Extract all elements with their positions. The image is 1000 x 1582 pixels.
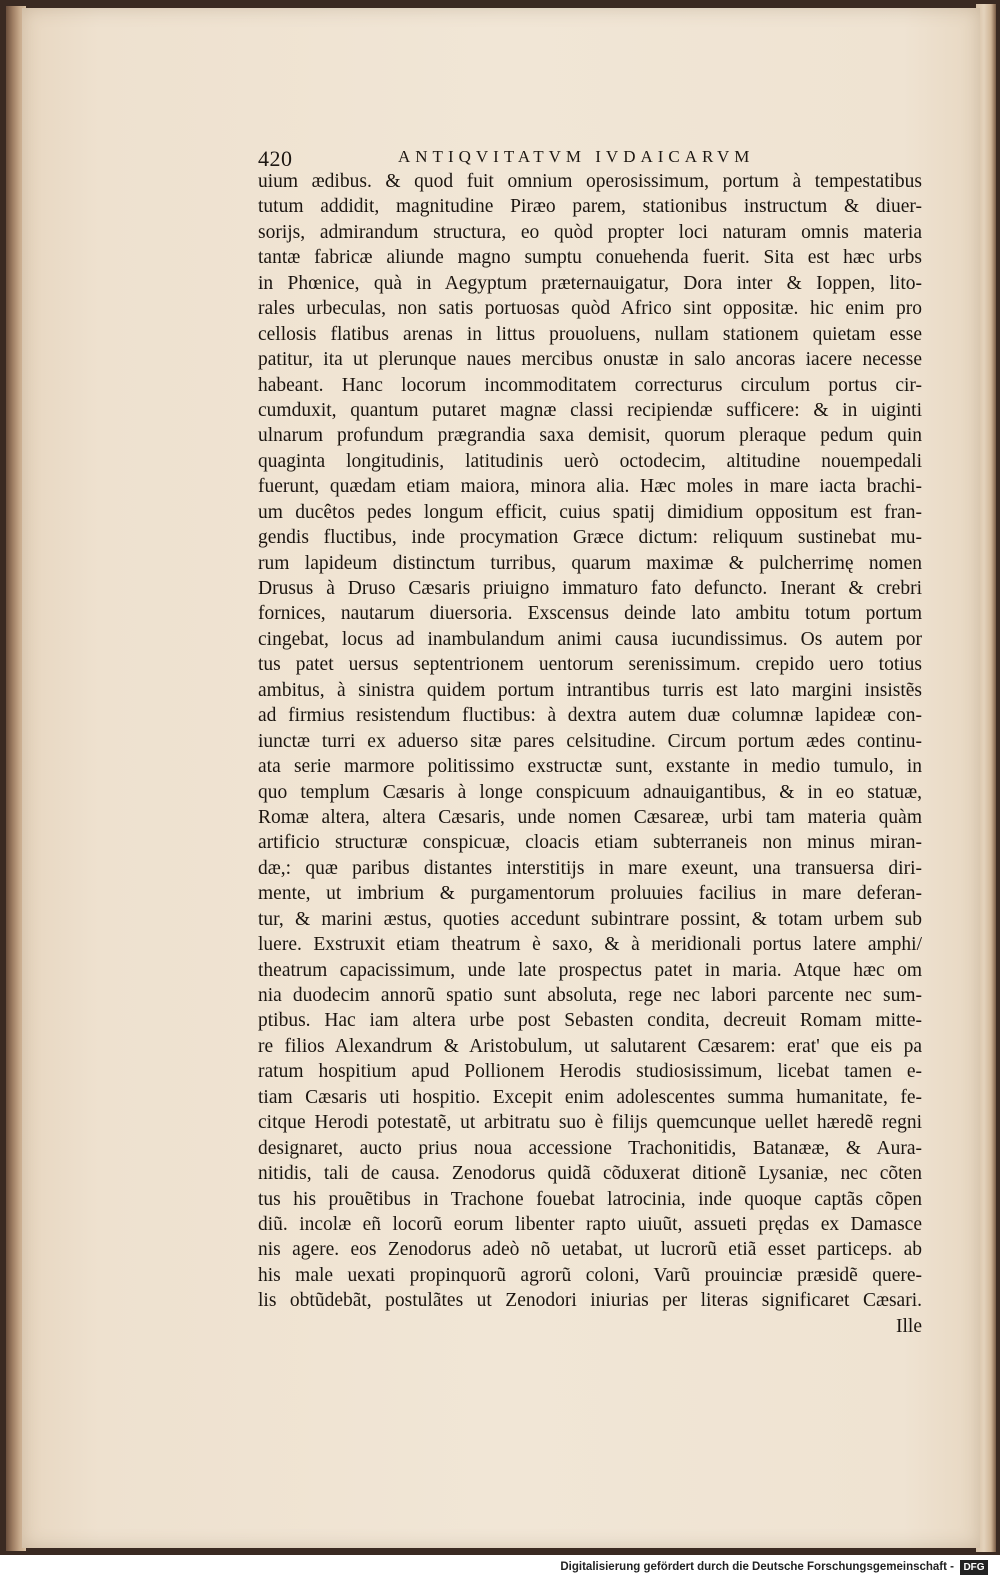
running-title: ANTIQVITATVM IVDAICARVM: [398, 147, 755, 166]
footer-bar: [0, 1555, 1000, 1582]
text-line: his male uexati propinquorũ agrorũ coloni, Varũ prouinciæ præsidẽ quere-: [258, 1264, 922, 1286]
text-line: theatrum capacissimum, unde late prospectus patet in maria. Atque hæc om: [258, 959, 922, 981]
text-line: Ille: [896, 1315, 922, 1337]
text-line: diũ. incolæ eñ locorũ eorum libenter rapto uiuũt, assueti prędas ex Damasce: [258, 1213, 922, 1235]
text-line: fornices, nautarum diuersoria. Exscensus deinde lato ambitu totum portum: [258, 603, 922, 625]
text-line: artificio structuræ conspicuæ, cloacis etiam subterraneis non minus miran-: [258, 832, 922, 854]
text-line: designaret, aucto prius noua accessione Trachonitidis, Batanææ, & Aura-: [258, 1137, 922, 1159]
text-line: cingebat, locus ad inambulandum animi causa iucundissimus. Os autem por: [258, 628, 922, 650]
text-line: uium ædibus. & quod fuit omnium operosissimum, portum à tempestatibus: [258, 171, 922, 192]
footer-credit: Digitalisierung gefördert durch die Deutsche Forschungsgemeinschaft -: [560, 1561, 954, 1573]
text-line: dæ,: quæ paribus distantes interstitijs in mare exeunt, una transuersa diri-: [258, 857, 922, 879]
text-line: nia duodecim annorũ spatio sunt absoluta, rege nec labori parcente nec sum-: [258, 985, 922, 1006]
text-line: nitidis, tali de causa. Zenodorus quidã cõduxerat ditionẽ Lysaniæ, nec cõten: [258, 1163, 922, 1185]
text-line: gendis fluctibus, inde procymation Græce dictum: reliquum sustinebat mu-: [258, 527, 922, 549]
text-line: um ducêtos pedes longum efficit, cuius spatij dimidium oppositum est fran-: [258, 501, 922, 523]
text-line: quaginta longitudinis, latitudinis uerò octodecim, altitudine nouempedali: [258, 450, 922, 472]
text-line: mente, ut imbrium & purgamentorum proluuies facilius in mare deferan-: [258, 883, 922, 905]
text-line: tiam Cæsaris uti hospitio. Excepit enim adolescentes summa humanitate, fe-: [258, 1086, 922, 1108]
text-line: cellosis flatibus arenas in littus prouoluens, nullam stationem quietam esse: [258, 323, 922, 345]
text-line: tutum addidit, magnitudine Piræo parem, stationibus instructum & diuer-: [258, 196, 922, 218]
text-line: ata serie marmore politissimo exstructæ sunt, exstante in medio tumulo, in: [258, 756, 922, 778]
text-line: re filios Alexandrum & Aristobulum, ut salutarent Cæsarem: erat' que eis pa: [258, 1035, 922, 1057]
text-line: ad firmius resistendum fluctibus: à dextra autem duæ columnæ lapideæ con-: [258, 705, 922, 727]
text-line: nis agere. eos Zenodorus adeò nõ uetabat, ut lucrorũ etiã esset particeps. ab: [258, 1239, 922, 1261]
text-line: ulnarum profundum prægrandia saxa demisit, quorum pleraque pedum quin: [258, 425, 922, 447]
page-number: 420: [258, 146, 293, 171]
text-line: ambitus, à sinistra quidem portum intrantibus turris est lato margini insistẽs: [258, 679, 922, 701]
text-line: luere. Exstruxit etiam theatrum è saxo, & à meridionali portus latere amphi/: [258, 934, 922, 956]
text-line: sorijs, admirandum structura, eo quòd propter loci naturam omnis materia: [258, 221, 922, 243]
text-line: citque Herodi potestatẽ, ut arbitratu suo è filijs quemcunque uellet hæredẽ regni: [258, 1112, 922, 1134]
text-line: rum lapideum distinctum turribus, quarum maximæ & pulcherrimę nomen: [258, 552, 922, 574]
text-line: tur, & marini æstus, quoties accedunt subintrare possint, & totam urbem sub: [258, 908, 922, 930]
text-line: lis obtũdebãt, postulãtes ut Zenodori iniurias per literas significaret Cæsari.: [258, 1290, 922, 1312]
text-line: Romæ altera, altera Cæsaris, unde nomen Cæsareæ, urbi tam materia quàm: [258, 806, 922, 828]
text-line: iunctæ turri ex aduerso sitæ pares celsitudine. Circum portum ædes continu-: [258, 730, 922, 752]
body-text: [258, 169, 922, 1339]
text-line: habeant. Hanc locorum incommoditatem correcturus circulum portus cir-: [258, 374, 922, 396]
text-line: Drusus à Druso Cæsaris priuigno immaturo fato defuncto. Inerant & crebri: [258, 578, 922, 599]
text-line: patitur, ita ut plerunque naues mercibus onustæ in salo ancoras iacere necesse: [258, 349, 922, 371]
text-line: tus patet uersus septentrionem uentorum serenissimum. crepido uero totius: [258, 654, 922, 676]
text-line: quo templum Cæsaris à longe conspicuum adnauigantibus, & in eo statuæ,: [258, 781, 922, 803]
text-line: fuerunt, quædam etiam maiora, minora alia. Hæc moles in mare iacta brachi-: [258, 476, 922, 498]
text-line: tantæ fabricæ aliunde magno sumptu conuehenda fuerit. Sita est hæc urbs: [258, 247, 922, 269]
dfg-logo: DFG: [960, 1560, 988, 1575]
text-line: in Phœnice, quà in Aegyptum præternauigatur, Dora inter & Ioppen, lito-: [258, 272, 922, 294]
text-line: tus his prouẽtibus in Trachone fouebat latrocinia, inde quoque captãs cõpen: [258, 1188, 922, 1210]
page-header: [258, 142, 938, 172]
text-line: rales urbeculas, non satis portuosas quòd Africo sint oppositæ. hic enim pro: [258, 298, 922, 320]
text-line: cumduxit, quantum putaret magnæ classi recipiendæ sufficere: & in uiginti: [258, 399, 922, 421]
text-line: ratum hospitium apud Pollionem Herodis studiosissimum, licebat tamen e-: [258, 1061, 922, 1083]
text-line: ptibus. Hac iam altera urbe post Sebasten condita, decreuit Romam mitte-: [258, 1010, 922, 1032]
